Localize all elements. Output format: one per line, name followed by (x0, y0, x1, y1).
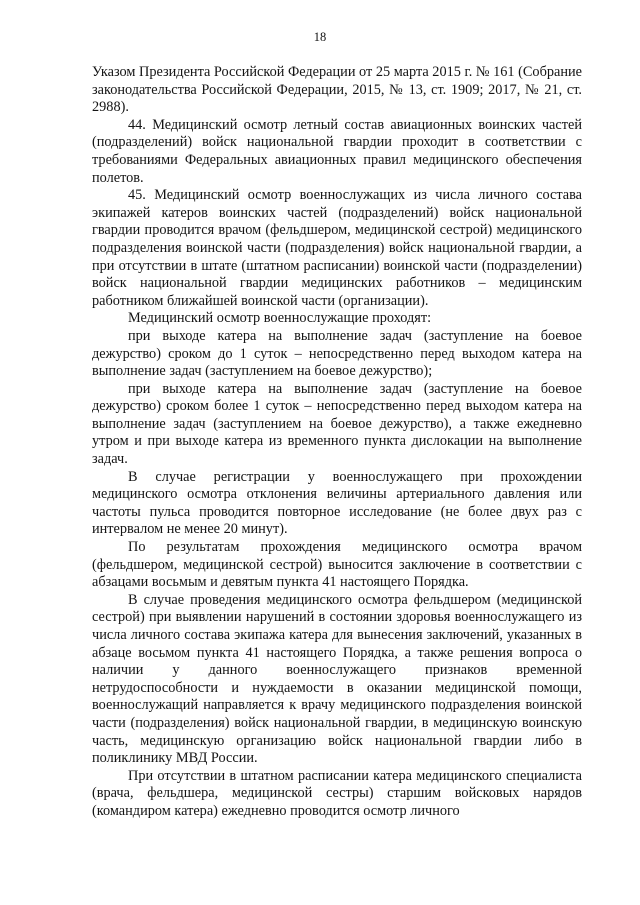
paragraph-exam-schedule-intro: Медицинский осмотр военнослужащие проходят: (128, 310, 432, 327)
paragraph-decree-citation: Указом Президента Российской Федерации от 25 марта 2015 г. № 161 (Собрание законодательства Российской Федерации, 2015, № 13, ст. 1909; 2017, № 21, ст. 2988). (92, 64, 582, 116)
paragraph-exit-over-1-day: при выходе катера на выполнение задач (заступление на боевое дежурство) сроком более 1 суток – непосредственно перед выходом катера на выполнение задач (заступлением на боевое дежурство), а также ежедневно утром и при выходе катера из временного пункта дислокации на выполнение задач. (92, 380, 582, 468)
page-number: 18 (313, 30, 327, 44)
document-body (92, 64, 582, 821)
paragraph-44-flight-crew: 44. Медицинский осмотр летный состав авиационных воинских частей (подразделений) войск национальной гвардии проходит в соответствии с требованиями Федеральных авиационных правил медицинского обеспечения полетов. (92, 116, 582, 186)
paragraph-paramedic-referral: В случае проведения медицинского осмотра фельдшером (медицинской сестрой) при выявлении нарушений в состоянии здоровья военнослужащего из числа личного состава экипажа катера для вынесения заключений, указанных в абзаце восьмом пункта 41 настоящего Порядка, а также решения вопроса о наличии у данного военнослужащего признаков временной нетрудоспособности и нуждаемости в оказании медицинской помощи, военнослужащий направляется к врачу медицинского подразделения воинской части (подразделения) войск национальной гвардии, в медицинскую воинскую часть, медицинскую организацию войск национальной гвардии либо в поликлинику МВД России. (92, 591, 582, 767)
paragraph-repeat-exam: В случае регистрации у военнослужащего при прохождении медицинского осмотра отклонения величины артериального давления или частоты пульса проводится повторное исследование (не более двух раз с интервалом не менее 20 минут). (92, 468, 582, 538)
paragraph-conclusion: По результатам прохождения медицинского осмотра врачом (фельдшером, медицинской сестрой) выносится заключение в соответствии с абзацами восьмым и девятым пункта 41 настоящего Порядка. (92, 539, 582, 591)
paragraph-exit-up-to-1-day: при выходе катера на выполнение задач (заступление на боевое дежурство) сроком до 1 суток – непосредственно перед выходом катера на выполнение задач (заступлением на боевое дежурство); (92, 327, 582, 380)
paragraph-no-medical-staff: При отсутствии в штатном расписании катера медицинского специалиста (врача, фельдшера, медицинской сестры) старшим войсковых нарядов (командиром катера) ежедневно проводится осмотр личного (92, 767, 582, 819)
paragraph-45-boat-crews: 45. Медицинский осмотр военнослужащих из числа личного состава экипажей катеров воинских частей (подразделений) войск национальной гвардии проводится врачом (фельдшером, медицинской сестрой) медицинского подразделения воинской части (подразделения) войск национальной гвардии, а при отсутствии в штате (штатном расписании) воинской части (подразделении) войск национальной гвардии медицинских работников – медицинским работником ближайшей воинской части (организации). (92, 187, 582, 309)
